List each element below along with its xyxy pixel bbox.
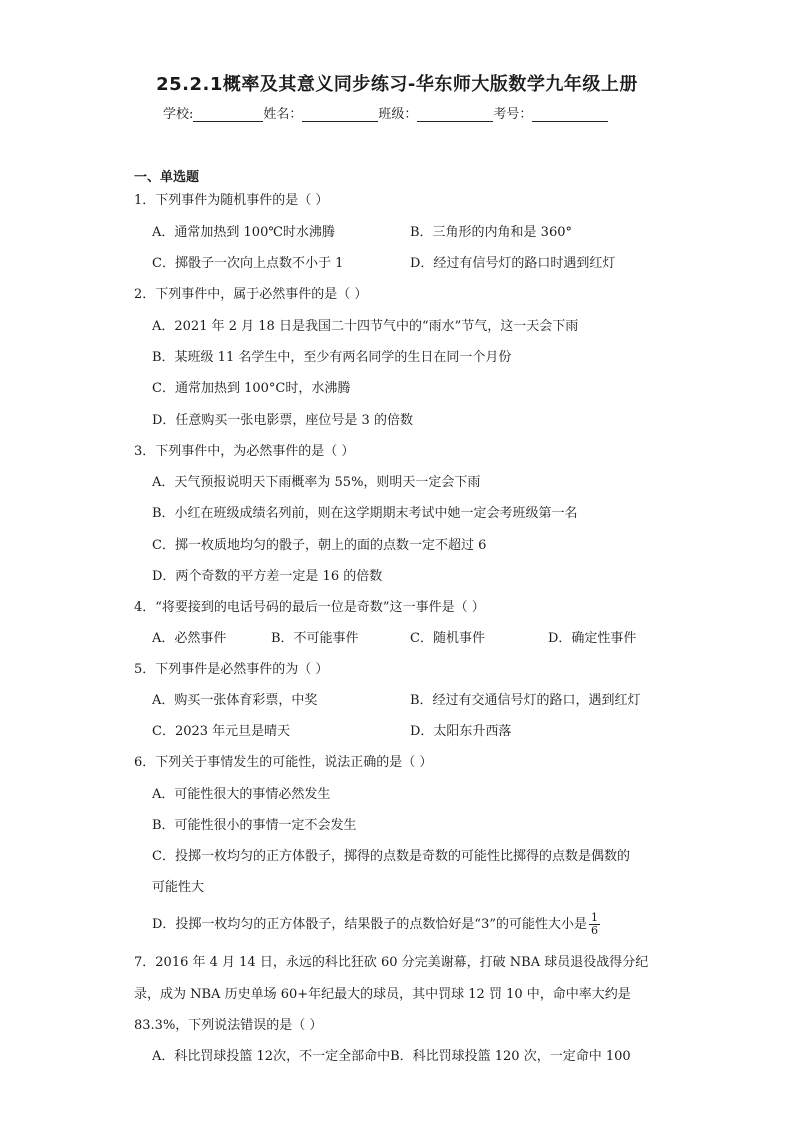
- question-7-options-ab: A．科比罚球投篮 12次，不一定全部命中B．科比罚球投篮 120 次，一定命中 100: [152, 1049, 631, 1064]
- section-heading: 一、单选题: [134, 170, 200, 185]
- question-2-option-c: C．通常加热到 100°C时，水沸腾: [152, 381, 351, 396]
- class-label: 班级：: [378, 107, 418, 122]
- number-blank: [532, 107, 608, 122]
- question-2-option-d: D．任意购买一张电影票，座位号是 3 的倍数: [152, 413, 413, 428]
- question-3-option-a: A．天气预报说明天下雨概率为 55%，则明天一定会下雨: [152, 475, 481, 490]
- question-1-option-d: D．经过有信号灯的路口时遇到红灯: [410, 256, 616, 271]
- question-6-option-a: A．可能性很大的事情必然发生: [152, 787, 331, 802]
- question-3-option-d: D．两个奇数的平方差一定是 16 的倍数: [152, 569, 383, 584]
- question-5-option-c: C．2023 年元旦是晴天: [152, 724, 291, 739]
- question-7-line-2: 录，成为 NBA 历史单场 60+年纪最大的球员，其中罚球 12 罚 10 中，命中率大约是: [134, 987, 631, 1002]
- question-6-option-b: B．可能性很小的事情一定不会发生: [152, 818, 357, 833]
- name-label: 姓名：: [263, 107, 303, 122]
- question-4-option-a: A．必然事件: [152, 631, 227, 646]
- question-7-line-1: 7．2016 年 4 月 14 日，永远的科比狂砍 60 分完美谢幕，打破 NBA 球员退役战得分纪: [134, 955, 649, 970]
- question-6-option-d-text: D．投掷一枚均匀的正方体骰子，结果骰子的点数恰好是“3”的可能性大小是: [152, 917, 587, 932]
- fraction-one-sixth: [589, 912, 600, 937]
- question-3-option-b: B．小红在班级成绩名列前，则在这学期期末考试中她一定会考班级第一名: [152, 506, 578, 521]
- question-3-stem: 3．下列事件中，为必然事件的是（ ）: [134, 444, 355, 459]
- class-blank: [417, 107, 493, 122]
- question-2-option-a: A．2021 年 2 月 18 日是我国二十四节气中的“雨水”节气，这一天会下雨: [152, 319, 579, 334]
- question-6-option-d: [152, 912, 600, 937]
- question-1-stem: 1．下列事件为随机事件的是（ ）: [134, 193, 329, 208]
- question-4-stem: 4．“将要接到的电话号码的最后一位是奇数”这一事件是（ ）: [134, 600, 485, 615]
- number-label: 考号：: [493, 107, 533, 122]
- fraction-denominator: 6: [591, 924, 598, 937]
- question-4-option-b: B．不可能事件: [271, 631, 359, 646]
- school-blank: [193, 107, 263, 122]
- question-4-option-d: D．确定性事件: [548, 631, 637, 646]
- question-6-stem: 6．下列关于事情发生的可能性，说法正确的是（ ）: [134, 755, 433, 770]
- question-1-option-a: A．通常加热到 100℃时水沸腾: [152, 225, 335, 240]
- fraction-numerator: 1: [591, 911, 598, 924]
- name-blank: [302, 107, 378, 122]
- question-5-option-b: B．经过有交通信号灯的路口，遇到红灯: [410, 693, 641, 708]
- question-4-option-c: C．随机事件: [410, 631, 485, 646]
- question-5-stem: 5．下列事件是必然事件的为（ ）: [134, 662, 329, 677]
- school-label: 学校:: [163, 107, 194, 122]
- student-info-line: [163, 103, 608, 122]
- question-1-option-b: B．三角形的内角和是 360°: [410, 225, 572, 240]
- question-2-option-b: B．某班级 11 名学生中，至少有两名同学的生日在同一个月份: [152, 350, 512, 365]
- question-1-option-c: C．掷骰子一次向上点数不小于 1: [152, 256, 344, 271]
- question-5-option-d: D．太阳东升西落: [410, 724, 512, 739]
- question-6-option-c: C．投掷一枚均匀的正方体骰子，掷得的点数是奇数的可能性比掷得的点数是偶数的: [152, 849, 630, 864]
- question-7-line-3: 83.3%，下列说法错误的是（ ）: [134, 1018, 323, 1033]
- page-title: 25.2.1概率及其意义同步练习-华东师大版数学九年级上册: [156, 74, 638, 95]
- question-2-stem: 2．下列事件中，属于必然事件的是（ ）: [134, 287, 368, 302]
- question-6-option-c-cont: 可能性大: [152, 880, 205, 895]
- question-3-option-c: C．掷一枚质地均匀的骰子，朝上的面的点数一定不超过 6: [152, 538, 487, 553]
- question-5-option-a: A．购买一张体育彩票，中奖: [152, 693, 318, 708]
